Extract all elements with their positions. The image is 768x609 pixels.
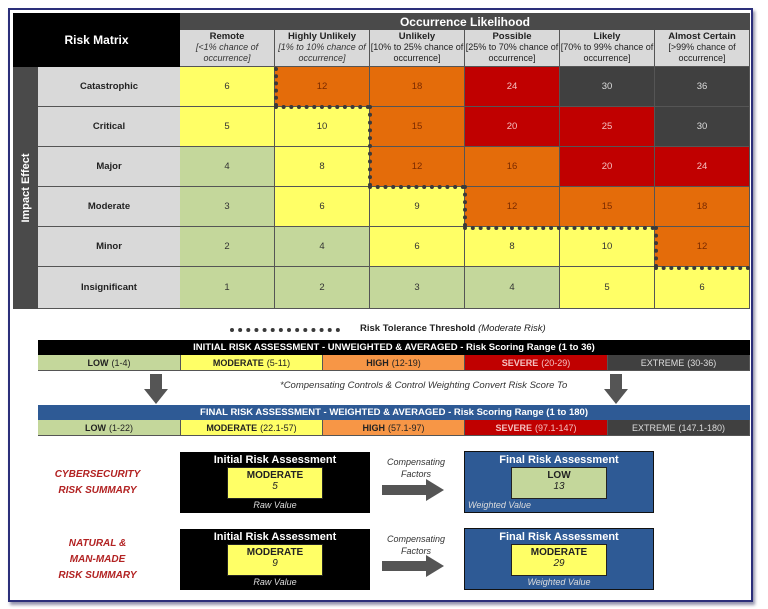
threshold-line — [274, 105, 370, 109]
column-header-likely — [560, 30, 655, 67]
final-band-severe: SEVERE (97.1-147) — [465, 420, 608, 436]
matrix-cell: 30 — [560, 67, 655, 107]
conversion-note: *Compensating Controls & Control Weighting Convert Risk Score To — [280, 380, 568, 391]
matrix-cell: 12 — [655, 227, 750, 267]
matrix-cell: 15 — [560, 187, 655, 227]
threshold-line — [368, 105, 372, 187]
matrix-cell: 4 — [275, 227, 370, 267]
initial-band-title: INITIAL RISK ASSESSMENT - UNWEIGHTED & AVERAGED - Risk Scoring Range (1 to 36) — [38, 340, 750, 355]
column-label: Almost Certain — [668, 31, 736, 42]
initial-band-low: LOW (1-4) — [38, 355, 181, 371]
impact-effect-axis — [13, 67, 38, 309]
threshold-line — [368, 185, 465, 189]
matrix-cell: 18 — [655, 187, 750, 227]
matrix-cell: 10 — [560, 227, 655, 267]
matrix-cell: 20 — [465, 107, 560, 147]
down-arrow-icon — [144, 374, 168, 404]
matrix-cell: 4 — [180, 147, 275, 187]
column-label: Likely — [593, 31, 621, 42]
initial-band-severe: SEVERE (20-29) — [465, 355, 608, 371]
row-label-insignificant: Insignificant — [38, 267, 180, 309]
natural-final-assessment-box: Final Risk Assessment MODERATE 29 Weighted Value — [464, 528, 654, 590]
impact-effect-label: Impact Effect — [19, 153, 32, 223]
final-band-low: LOW (1-22) — [38, 420, 181, 436]
matrix-cell: 4 — [465, 267, 560, 309]
matrix-cell: 5 — [560, 267, 655, 309]
threshold-line — [463, 226, 655, 230]
right-arrow-icon — [382, 479, 444, 501]
final-band-moderate: MODERATE (22.1-57) — [181, 420, 323, 436]
cyber-initial-assessment-box: Initial Risk Assessment MODERATE 5 Raw Value — [180, 452, 370, 513]
initial-band-high: HIGH (12-19) — [323, 355, 465, 371]
threshold-legend-label: Risk Tolerance Threshold (Moderate Risk) — [360, 323, 546, 334]
matrix-cell: 6 — [275, 187, 370, 227]
column-desc: [10% to 25% chance of occurrence] — [370, 42, 464, 63]
column-header-remote — [180, 30, 275, 67]
matrix-cell: 12 — [465, 187, 560, 227]
matrix-cell: 6 — [655, 267, 750, 309]
matrix-cell: 1 — [180, 267, 275, 309]
matrix-cell: 6 — [180, 67, 275, 107]
matrix-cell: 20 — [560, 147, 655, 187]
matrix-cell: 9 — [370, 187, 465, 227]
column-label: Highly Unlikely — [287, 31, 357, 42]
row-label-moderate: Moderate — [38, 187, 180, 227]
column-header-unlikely — [370, 30, 465, 67]
matrix-cell: 30 — [655, 107, 750, 147]
risk-matrix-title: Risk Matrix — [13, 13, 180, 67]
cybersecurity-summary-label: CYBERSECURITY RISK SUMMARY — [54, 469, 141, 496]
column-label: Possible — [492, 31, 532, 42]
matrix-cell: 24 — [465, 67, 560, 107]
matrix-cell: 12 — [275, 67, 370, 107]
matrix-cell: 8 — [275, 147, 370, 187]
row-label-catastrophic: Catastrophic — [38, 67, 180, 107]
row-label-major: Major — [38, 147, 180, 187]
matrix-cell: 3 — [370, 267, 465, 309]
final-band-extreme: EXTREME (147.1-180) — [608, 420, 750, 436]
matrix-cell: 12 — [370, 147, 465, 187]
compensating-factors-label: Compensating Factors — [386, 457, 446, 479]
cyber-final-level: LOW 13 — [511, 467, 607, 499]
occurrence-likelihood-header: Occurrence Likelihood — [180, 13, 750, 30]
column-desc: [<1% chance of occurrence] — [195, 42, 259, 63]
cyber-final-assessment-box: Final Risk Assessment LOW 13 Weighted Value — [464, 451, 654, 513]
matrix-cell: 2 — [275, 267, 370, 309]
compensating-factors-label: Compensating Factors — [386, 534, 446, 556]
threshold-line — [274, 67, 278, 107]
column-header-almost-certain — [655, 30, 750, 67]
matrix-cell: 36 — [655, 67, 750, 107]
natural-initial-assessment-box: Initial Risk Assessment MODERATE 9 Raw Value — [180, 529, 370, 590]
column-desc: [70% to 99% chance of occurrence] — [560, 42, 654, 63]
column-desc: [>99% chance of occurrence] — [668, 42, 736, 63]
initial-band-moderate: MODERATE (5-11) — [181, 355, 323, 371]
matrix-cell: 18 — [370, 67, 465, 107]
matrix-cell: 10 — [275, 107, 370, 147]
row-label-critical: Critical — [38, 107, 180, 147]
column-header-highly-unlikely — [275, 30, 370, 67]
natural-initial-level: MODERATE 9 — [227, 544, 323, 576]
right-arrow-icon — [382, 555, 444, 577]
final-band-high: HIGH (57.1-97) — [323, 420, 465, 436]
column-label: Remote — [209, 31, 245, 42]
matrix-cell: 16 — [465, 147, 560, 187]
threshold-legend-swatch — [230, 328, 340, 332]
matrix-cell: 3 — [180, 187, 275, 227]
column-desc: [25% to 70% chance of occurrence] — [465, 42, 559, 63]
matrix-cell: 15 — [370, 107, 465, 147]
row-label-minor: Minor — [38, 227, 180, 267]
down-arrow-icon — [604, 374, 628, 404]
matrix-cell: 2 — [180, 227, 275, 267]
matrix-cell: 25 — [560, 107, 655, 147]
matrix-cell: 24 — [655, 147, 750, 187]
matrix-cell: 6 — [370, 227, 465, 267]
initial-band-extreme: EXTREME (30-36) — [608, 355, 750, 371]
column-label: Unlikely — [398, 31, 436, 42]
column-header-possible — [465, 30, 560, 67]
final-band-title: FINAL RISK ASSESSMENT - WEIGHTED & AVERAGED - Risk Scoring Range (1 to 180) — [38, 405, 750, 420]
threshold-line — [654, 266, 750, 270]
threshold-line — [654, 226, 658, 268]
cyber-initial-level: MODERATE 5 — [227, 467, 323, 499]
column-desc: [1% to 10% chance of occurrence] — [278, 42, 366, 63]
threshold-line — [463, 185, 467, 227]
natural-man-made-summary-label: NATURAL & MAN-MADE RISK SUMMARY — [58, 538, 137, 581]
natural-final-level: MODERATE 29 — [511, 544, 607, 576]
matrix-cell: 5 — [180, 107, 275, 147]
matrix-cell: 8 — [465, 227, 560, 267]
